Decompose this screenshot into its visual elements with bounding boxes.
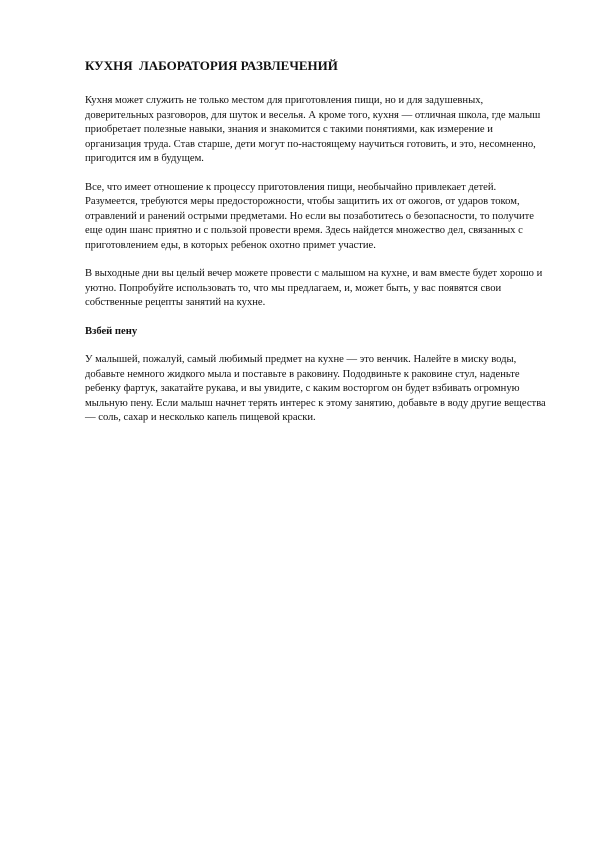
safety-paragraph: Все, что имеет отношение к процессу приготовления пищи, необычайно привлекает детей. Разумеется, требуются меры предосторожности, чтобы защитить их от ожогов, от ударов током, отравлений и ранений острыми предметами. Но если вы позаботитесь о безопасности, то получите еще один шанс приятно и с пользой провести время. Здесь найдется множество дел, связанных с приготовлением еды, в которых ребенок охотно примет участие.: [85, 181, 535, 251]
section-heading: Взбей пену: [85, 325, 138, 337]
document-title: КУХНЯ ЛАБОРАТОРИЯ РАЗВЛЕЧЕНИЙ: [85, 58, 338, 73]
weekend-paragraph: В выходные дни вы целый вечер можете провести с малышом на кухне, и вам вместе будет хорошо и уютно. Попробуйте использовать то, что мы предлагаем, и, может быть, у вас появятся свои собственные рецепты занятий на кухне.: [85, 268, 543, 308]
section-paragraph: У малышей, пожалуй, самый любимый предмет на кухне — это венчик. Налейте в миску воды, добавьте немного жидкого мыла и поставьте в раковину. Пододвиньте к раковине стул, наденьте ребенку фартук, закатайте рукава, и вы увидите, с каким восторгом он будет взбивать огромную мыльную пену. Если малыш начнет терять интерес к этому занятию, добавьте в воду другие вещества — соль, сахар и несколько капель пищевой краски.: [85, 354, 546, 423]
intro-paragraph: Кухня может служить не только местом для приготовления пищи, но и для задушевных, доверительных разговоров, для шуток и веселья. А кроме того, кухня — отличная школа, где малыш приобретает полезные навыки, знания и знакомится с такими понятиями, как измерение и организация труда. Став старше, дети могут по-настоящему научиться готовить, и это, несомненно, пригодится им в будущем.: [85, 95, 541, 164]
document-page: [85, 58, 551, 440]
